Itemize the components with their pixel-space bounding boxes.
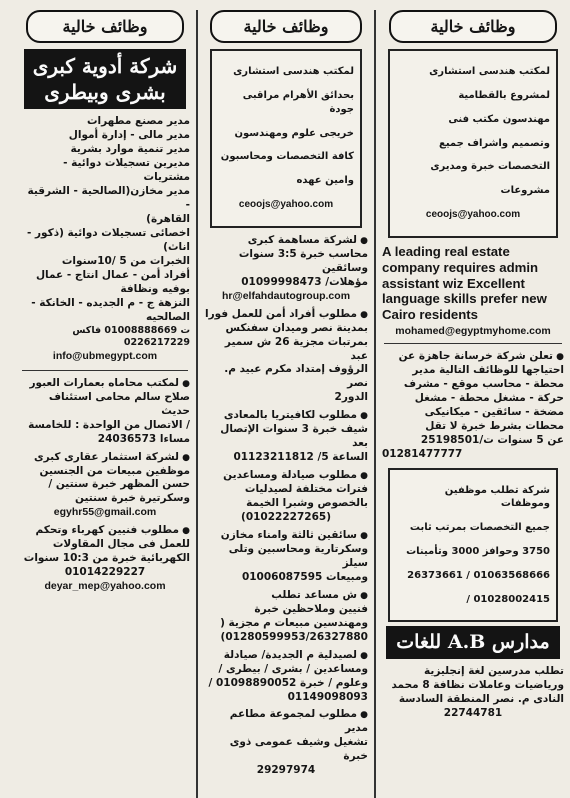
ad-line: شركة تطلب موظفين وموظفات [444,484,550,510]
ad-line: ● سائقين ثالثة وامناء مخازن [204,529,368,543]
ad-concrete-company [380,348,566,464]
company-banner: شركة أدوية كبرى بشرى وبيطرى [24,49,186,109]
ad-line: لمشروع بالقطامية [458,90,550,102]
ad-line: ● تعلن شركة خرسانة جاهزة عن [382,350,564,364]
divider [22,370,188,371]
ad-line: شيف خبرة 3 سنوات الإتصال بعد [220,423,368,450]
ad-line: مساءا 24036573 [97,432,190,445]
ad-email[interactable]: ceoojs@yahoo.com [425,209,521,221]
ad-schools [380,663,566,723]
ad-email[interactable]: mohamed@egyptmyhome.com [395,325,551,338]
ad-email[interactable]: deyar_mep@yahoo.com [44,580,166,593]
ad-line: تطلب مدرسين لغة إنجليزية [424,665,564,678]
ad-line: كافة التخصصات ومحاسبون [220,151,354,163]
ad-line: / الاتصال من الواحدة : للخامسة [28,418,190,431]
ad-line: ● لصيدلية م الجديدة/ صيادلة [204,649,368,663]
ad-line: بوفيه ونظافة [120,282,190,295]
ad-technicians [202,587,370,647]
ad-line: حركة - مشغل محطة - مشغل [414,391,564,404]
ad-line: مدير تنمية موارد بشرية [70,143,190,156]
ad-pharmacists [202,467,370,527]
ad-drivers [202,527,370,587]
ad-phone: (01022227265) [241,511,331,524]
ad-line: ● مطلوب صيادلة ومساعدين [204,469,368,483]
ad-line: النادى م. نصر المنطقة السادسة [398,693,564,706]
ad-line: محطات بشرط خبرة لا تقل [425,419,564,432]
ad-security [202,306,370,408]
ad-line: صلاح سالم محامى استئناف حديث [48,390,190,417]
ad-email[interactable]: hr@elfahdautogroup.com [221,289,351,302]
ad-line: ● مطلوب أفراد أمن للعمل فورا [204,308,368,322]
ad-line: ● مطلوب لكافيتريا بالمعادى [204,409,368,423]
ad-phone: 01014229227 [64,566,146,579]
ad-line: وسكرتارية ومحاسبين وتلى سيلز [228,542,368,569]
ad-line: مدير مخازن(الصالحية - الشرقية - [27,185,190,211]
ad-law-office [18,375,192,449]
ad-line: مهندسون مكتب فنى [448,113,550,125]
ad-line: الساعة 5/ 01123211812 [233,451,368,464]
ad-line: الكهربائية خبرة من 10:3 سنوات [23,552,190,565]
ad-line: بمرتبات مجزية 26 ش سمير عبد [224,335,368,362]
ad-line: بمدينة نصر وميدان سفنكس [225,321,368,334]
section-header: وظائف خالية [210,10,362,43]
ad-line: مضخة - سائقين - ميكانيكى [424,405,564,418]
ad-phone: 29297974 [256,764,316,777]
ad-phone: 01281477777 [382,447,463,460]
ad-line: مدير مصنع مطهرات [86,115,190,128]
ad-line: جميع التخصصات بمرتب ثابت [409,522,550,534]
ad-line: بالخصوص وشبرا الخيمة [246,497,368,510]
ad-engineering-office [388,49,558,238]
ad-email[interactable]: info@ubmegypt.com [52,349,158,362]
ad-line: ومساعدين / بشرى / بيطرى / [218,662,368,675]
ad-email[interactable]: ceoojs@yahoo.com [238,199,334,211]
ad-line: ● مطلوب لمجموعة مطاعم مدير [204,708,368,736]
column-separator [196,10,198,798]
ad-line: الدور2 [334,391,368,404]
ad-engineering-office [210,49,362,228]
ad-line: الصالحيه [146,310,190,323]
ad-line: مدير مالى - إدارة أموال [68,129,190,142]
ad-electricians [18,522,192,596]
ad-line: الخبرات من 5 /10سنوات [61,254,190,267]
ad-line: وسكرتيرة خبرة سنتين [75,492,190,505]
ad-line: مديرين تسجيلات دوائية - [63,157,190,170]
ad-real-estate: A leading real estate company requires admin assistant wiz Excellent language skills prefer new Cairo residents [382,243,547,323]
ad-cafeteria [202,407,370,467]
ad-real-estate-investment [18,449,192,523]
ad-line: اناث) [163,240,190,253]
right-column [376,0,570,798]
ad-line: موظفين مبيعات من الجنسين [39,464,190,477]
section-header: وظائف خالية [389,10,557,43]
ad-line: محطة - محاسب موقع - مشرف [403,377,564,390]
ad-line: 01149098093 [287,690,368,703]
ad-line: الرؤوف إمتداد مكرم عبيد م. نصر [224,363,368,390]
middle-column [198,0,374,798]
ad-line: ● لشركة مساهمة كبرى [204,234,368,248]
ad-line: وتصميم واشراف جميع [439,137,550,149]
ad-line: بحدائق الأهرام مراقبى جودة [242,90,354,115]
ad-line: 01028002415 / [466,593,550,605]
ad-line: عن 5 سنوات ت/25198501 [420,433,564,446]
ad-line: 01280599953/26327880) [220,630,368,643]
ad-line: وعلوم / خبرة 01098890052 / [208,676,368,689]
ad-employees-wanted [388,468,558,623]
ad-line: لمكتب هندسى استشارى [233,66,354,78]
ad-line: ومبيعات 01006087595 [241,570,368,583]
ad-shareholding-company [202,232,370,306]
section-header: وظائف خالية [26,10,183,43]
ad-line: تشغيل وشيف عمومى ذوى خبرة [229,736,368,763]
ad-line: ● لشركة استثمار عقارى كبرى [20,451,190,465]
ad-line: أفراد أمن - عمال انتاج - عمال [35,268,190,281]
ad-line: ● مطلوب فنيين كهرباء وتحكم [20,524,190,538]
ad-line: لمكتب هندسى استشارى [429,66,550,78]
ad-line: ومهندسين مبيعات م مجزية ( [220,616,368,629]
ad-line: ورياضيات وعاملات نظافة 8 محمد [391,679,564,692]
ad-line: مؤهلات/ 01099998473 [241,275,368,288]
ad-line: ● لمكتب محاماه بعمارات العبور [20,377,190,391]
schools-banner: مدارس A.B للغات [386,626,560,659]
ad-line: اخصائى تسجيلات دوائية (ذكور - [26,226,190,239]
ad-line: وامين عهده [296,175,354,187]
ad-line: حسن المظهر خبرة سنتين / [48,478,190,491]
ad-line: ● ش مساعد تطلب [204,589,368,603]
ad-line: خريجى علوم ومهندسون [234,127,354,139]
ad-phone: 22744781 [443,706,503,719]
ad-line: القاهرة) [146,212,190,225]
left-column [14,0,196,798]
ad-restaurants [202,706,370,780]
ad-line: محاسب خبرة 3:5 سنوات وسائقين [238,247,368,274]
ad-line: مشروعات [500,185,550,197]
ad-pharma-company [18,113,192,366]
ad-line: فنيين وملاحظين خبرة [254,602,368,615]
ad-pharmacy [202,647,370,707]
ad-phone: ت 01008888669 فاكس 0226217229 [72,324,190,349]
ad-line: مشتريات [143,171,190,184]
ad-line: 3750 وحوافز 3000 وتأمينات [406,546,550,558]
ad-line: التخصصات خبرة ومديرى [430,161,550,173]
divider [384,343,562,344]
ad-line: احتياجها للوظائف التالية مدير [412,363,564,376]
ad-email[interactable]: egyhr55@gmail.com [53,506,157,519]
ad-line: فترات مختلفة لصيدليات [244,483,368,496]
ad-line: النزهة ج - م الجديده - الخانكة - [31,296,190,309]
ad-line: للعمل فى مجال المقاولات [52,538,190,551]
column-separator [374,10,376,798]
ad-line: 01063568666 / 26373661 [407,569,550,581]
